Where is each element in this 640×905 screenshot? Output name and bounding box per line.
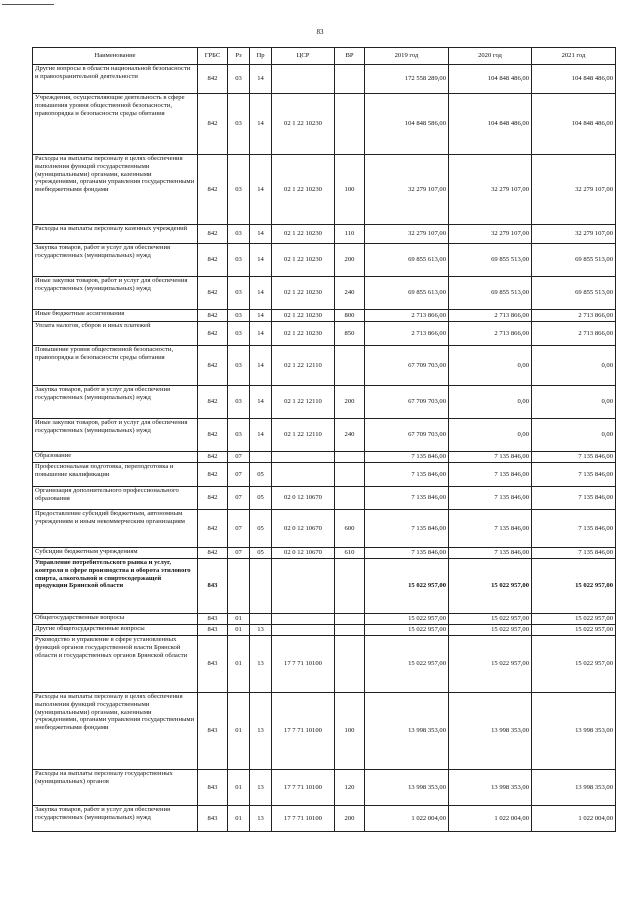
row-pr-cell: 13 bbox=[250, 693, 272, 770]
row-grbs-cell: 843 bbox=[198, 614, 228, 625]
row-csr-cell bbox=[272, 452, 335, 463]
row-pr-cell: 14 bbox=[250, 244, 272, 277]
row-csr-cell: 02 1 22 12110 bbox=[272, 419, 335, 452]
row-rz-cell bbox=[228, 559, 250, 614]
row-2021-cell: 7 135 846,00 bbox=[532, 487, 616, 510]
table-row bbox=[33, 155, 616, 225]
row-pr-cell: 14 bbox=[250, 386, 272, 419]
row-vr-cell: 850 bbox=[335, 322, 365, 346]
row-2020-cell: 2 713 866,00 bbox=[449, 310, 532, 322]
row-grbs-cell: 842 bbox=[198, 386, 228, 419]
row-2020-cell: 7 135 846,00 bbox=[449, 452, 532, 463]
row-vr-cell bbox=[335, 559, 365, 614]
row-name-cell: Расходы на выплаты персоналу в целях обеспечения выполнения функций государственными (муниципальными) органами, казенными учреждениями, органами управления государственными внебюджетными фондами bbox=[33, 155, 198, 225]
row-2019-cell: 15 022 957,00 bbox=[365, 559, 449, 614]
row-vr-cell: 200 bbox=[335, 244, 365, 277]
row-grbs-cell: 843 bbox=[198, 693, 228, 770]
row-vr-cell bbox=[335, 65, 365, 94]
row-vr-cell: 110 bbox=[335, 225, 365, 244]
row-rz-cell: 03 bbox=[228, 244, 250, 277]
row-rz-cell: 03 bbox=[228, 155, 250, 225]
table-row bbox=[33, 614, 616, 625]
row-csr-cell: 02 1 22 10230 bbox=[272, 322, 335, 346]
table-row bbox=[33, 548, 616, 559]
row-2021-cell: 1 022 004,00 bbox=[532, 806, 616, 832]
row-rz-cell: 01 bbox=[228, 806, 250, 832]
row-name-cell: Закупка товаров, работ и услуг для обеспечения государственных (муниципальных) нужд bbox=[33, 386, 198, 419]
row-2021-cell: 7 135 846,00 bbox=[532, 452, 616, 463]
col-header-pr: Пр bbox=[250, 48, 272, 65]
row-grbs-cell: 842 bbox=[198, 322, 228, 346]
row-name-cell: Уплата налогов, сборов и иных платежей bbox=[33, 322, 198, 346]
row-grbs-cell: 842 bbox=[198, 94, 228, 155]
table-row bbox=[33, 487, 616, 510]
row-2021-cell: 0,00 bbox=[532, 386, 616, 419]
row-2021-cell: 104 848 486,00 bbox=[532, 65, 616, 94]
row-csr-cell: 02 1 22 12110 bbox=[272, 346, 335, 386]
row-vr-cell: 800 bbox=[335, 310, 365, 322]
row-rz-cell: 07 bbox=[228, 487, 250, 510]
row-name-cell: Образование bbox=[33, 452, 198, 463]
row-grbs-cell: 843 bbox=[198, 770, 228, 806]
row-rz-cell: 01 bbox=[228, 636, 250, 693]
row-vr-cell bbox=[335, 614, 365, 625]
row-name-cell: Профессиональная подготовка, переподготовка и повышение квалификации bbox=[33, 463, 198, 487]
row-vr-cell: 610 bbox=[335, 548, 365, 559]
row-rz-cell: 03 bbox=[228, 277, 250, 310]
row-rz-cell: 01 bbox=[228, 614, 250, 625]
row-2020-cell: 15 022 957,00 bbox=[449, 636, 532, 693]
row-2020-cell: 0,00 bbox=[449, 346, 532, 386]
row-csr-cell: 02 0 12 10670 bbox=[272, 487, 335, 510]
row-name-cell: Управление потребительского рынка и услуг, контроля в сфере производства и оборота этилового спирта, алкогольной и спиртосодержащей продукции Брянской области bbox=[33, 559, 198, 614]
row-pr-cell: 14 bbox=[250, 94, 272, 155]
row-2021-cell: 7 135 846,00 bbox=[532, 548, 616, 559]
row-vr-cell: 100 bbox=[335, 155, 365, 225]
row-2019-cell: 67 709 703,00 bbox=[365, 346, 449, 386]
row-2020-cell: 1 022 004,00 bbox=[449, 806, 532, 832]
row-csr-cell bbox=[272, 463, 335, 487]
row-grbs-cell: 843 bbox=[198, 559, 228, 614]
row-vr-cell: 200 bbox=[335, 806, 365, 832]
row-csr-cell: 02 1 22 10230 bbox=[272, 244, 335, 277]
row-grbs-cell: 842 bbox=[198, 65, 228, 94]
row-pr-cell: 14 bbox=[250, 419, 272, 452]
row-2020-cell: 7 135 846,00 bbox=[449, 487, 532, 510]
row-pr-cell bbox=[250, 559, 272, 614]
row-csr-cell: 02 0 12 10670 bbox=[272, 548, 335, 559]
row-2020-cell: 7 135 846,00 bbox=[449, 510, 532, 548]
row-rz-cell: 01 bbox=[228, 625, 250, 636]
row-2019-cell: 15 022 957,00 bbox=[365, 636, 449, 693]
row-name-cell: Иные бюджетные ассигнования bbox=[33, 310, 198, 322]
table-row bbox=[33, 636, 616, 693]
table-row bbox=[33, 322, 616, 346]
row-2020-cell: 13 998 353,00 bbox=[449, 770, 532, 806]
table-row bbox=[33, 225, 616, 244]
row-2019-cell: 7 135 846,00 bbox=[365, 510, 449, 548]
row-2021-cell: 2 713 866,00 bbox=[532, 310, 616, 322]
table-row bbox=[33, 806, 616, 832]
row-rz-cell: 01 bbox=[228, 770, 250, 806]
col-header-2020: 2020 год bbox=[449, 48, 532, 65]
col-header-name: Наименование bbox=[33, 48, 198, 65]
table-row bbox=[33, 770, 616, 806]
row-name-cell: Расходы на выплаты персоналу казенных учреждений bbox=[33, 225, 198, 244]
row-name-cell: Субсидии бюджетным учреждениям bbox=[33, 548, 198, 559]
row-2021-cell: 15 022 957,00 bbox=[532, 625, 616, 636]
row-name-cell: Повышение уровня общественной безопасности, правопорядка и безопасности среды обитания bbox=[33, 346, 198, 386]
row-2021-cell: 15 022 957,00 bbox=[532, 559, 616, 614]
row-2019-cell: 69 855 613,00 bbox=[365, 277, 449, 310]
row-pr-cell: 14 bbox=[250, 155, 272, 225]
row-2019-cell: 69 855 613,00 bbox=[365, 244, 449, 277]
row-grbs-cell: 842 bbox=[198, 277, 228, 310]
row-grbs-cell: 842 bbox=[198, 452, 228, 463]
row-grbs-cell: 842 bbox=[198, 487, 228, 510]
row-vr-cell: 240 bbox=[335, 277, 365, 310]
row-grbs-cell: 842 bbox=[198, 510, 228, 548]
row-csr-cell bbox=[272, 614, 335, 625]
row-2019-cell: 13 998 353,00 bbox=[365, 770, 449, 806]
row-name-cell: Иные закупки товаров, работ и услуг для обеспечения государственных (муниципальных) нужд bbox=[33, 277, 198, 310]
row-name-cell: Предоставление субсидий бюджетным, автономным учреждениям и иным некоммерческим организациям bbox=[33, 510, 198, 548]
row-pr-cell: 14 bbox=[250, 65, 272, 94]
row-pr-cell: 14 bbox=[250, 310, 272, 322]
row-2019-cell: 2 713 866,00 bbox=[365, 310, 449, 322]
row-grbs-cell: 842 bbox=[198, 155, 228, 225]
table-row bbox=[33, 346, 616, 386]
row-2020-cell: 7 135 846,00 bbox=[449, 548, 532, 559]
table-row bbox=[33, 244, 616, 277]
row-2020-cell: 69 855 513,00 bbox=[449, 244, 532, 277]
row-name-cell: Расходы на выплаты персоналу в целях обеспечения выполнения функций государственными (муниципальными) органами, казенными учреждениями, органами управления государственными внебюджетными фондами bbox=[33, 693, 198, 770]
table-row bbox=[33, 419, 616, 452]
row-2021-cell: 13 998 353,00 bbox=[532, 693, 616, 770]
row-pr-cell: 13 bbox=[250, 806, 272, 832]
row-2021-cell: 69 855 513,00 bbox=[532, 244, 616, 277]
row-2019-cell: 104 848 586,00 bbox=[365, 94, 449, 155]
row-name-cell: Другие общегосударственные вопросы bbox=[33, 625, 198, 636]
budget-table bbox=[32, 47, 616, 832]
row-grbs-cell: 842 bbox=[198, 419, 228, 452]
row-pr-cell: 14 bbox=[250, 277, 272, 310]
row-pr-cell: 14 bbox=[250, 322, 272, 346]
col-header-rz: Рз bbox=[228, 48, 250, 65]
row-csr-cell bbox=[272, 559, 335, 614]
row-rz-cell: 07 bbox=[228, 548, 250, 559]
row-vr-cell bbox=[335, 636, 365, 693]
row-csr-cell bbox=[272, 625, 335, 636]
row-grbs-cell: 842 bbox=[198, 548, 228, 559]
row-vr-cell: 240 bbox=[335, 419, 365, 452]
row-2021-cell: 0,00 bbox=[532, 419, 616, 452]
row-rz-cell: 03 bbox=[228, 419, 250, 452]
row-rz-cell: 07 bbox=[228, 452, 250, 463]
row-rz-cell: 03 bbox=[228, 322, 250, 346]
row-2020-cell: 32 279 107,00 bbox=[449, 155, 532, 225]
row-2020-cell: 104 848 486,00 bbox=[449, 65, 532, 94]
table-row bbox=[33, 463, 616, 487]
col-header-2019: 2019 год bbox=[365, 48, 449, 65]
row-vr-cell bbox=[335, 94, 365, 155]
row-rz-cell: 03 bbox=[228, 65, 250, 94]
row-vr-cell: 200 bbox=[335, 386, 365, 419]
row-pr-cell: 13 bbox=[250, 625, 272, 636]
row-pr-cell: 05 bbox=[250, 463, 272, 487]
row-pr-cell: 05 bbox=[250, 548, 272, 559]
row-csr-cell: 02 1 22 10230 bbox=[272, 94, 335, 155]
row-2021-cell: 69 855 513,00 bbox=[532, 277, 616, 310]
row-2019-cell: 67 709 703,00 bbox=[365, 386, 449, 419]
row-2021-cell: 32 279 107,00 bbox=[532, 155, 616, 225]
row-csr-cell: 02 1 22 10230 bbox=[272, 225, 335, 244]
table-row bbox=[33, 693, 616, 770]
row-name-cell: Общегосударственные вопросы bbox=[33, 614, 198, 625]
row-2021-cell: 13 998 353,00 bbox=[532, 770, 616, 806]
row-vr-cell: 120 bbox=[335, 770, 365, 806]
row-2019-cell: 7 135 846,00 bbox=[365, 452, 449, 463]
col-header-grbs: ГРБС bbox=[198, 48, 228, 65]
row-2019-cell: 7 135 846,00 bbox=[365, 487, 449, 510]
row-csr-cell: 02 1 22 12110 bbox=[272, 386, 335, 419]
table-row bbox=[33, 559, 616, 614]
row-2021-cell: 15 022 957,00 bbox=[532, 614, 616, 625]
row-vr-cell bbox=[335, 346, 365, 386]
row-2019-cell: 7 135 846,00 bbox=[365, 548, 449, 559]
row-name-cell: Учреждения, осуществляющие деятельность в сфере повышения уровня общественной безопасности, правопорядка и безопасности среды обитания bbox=[33, 94, 198, 155]
row-2021-cell: 7 135 846,00 bbox=[532, 510, 616, 548]
row-2020-cell: 15 022 957,00 bbox=[449, 559, 532, 614]
row-2020-cell: 15 022 957,00 bbox=[449, 614, 532, 625]
row-2021-cell: 32 279 107,00 bbox=[532, 225, 616, 244]
row-pr-cell: 05 bbox=[250, 487, 272, 510]
row-pr-cell bbox=[250, 614, 272, 625]
row-csr-cell: 02 0 12 10670 bbox=[272, 510, 335, 548]
table-row bbox=[33, 510, 616, 548]
row-vr-cell bbox=[335, 625, 365, 636]
row-2021-cell: 7 135 846,00 bbox=[532, 463, 616, 487]
row-grbs-cell: 843 bbox=[198, 636, 228, 693]
row-pr-cell: 13 bbox=[250, 770, 272, 806]
row-rz-cell: 03 bbox=[228, 346, 250, 386]
row-2020-cell: 0,00 bbox=[449, 419, 532, 452]
row-name-cell: Расходы на выплаты персоналу государственных (муниципальных) органов bbox=[33, 770, 198, 806]
row-2019-cell: 32 279 107,00 bbox=[365, 155, 449, 225]
row-2019-cell: 13 998 353,00 bbox=[365, 693, 449, 770]
row-name-cell: Другие вопросы в области национальной безопасности и правоохранительной деятельности bbox=[33, 65, 198, 94]
row-name-cell: Организация дополнительного профессионального образования bbox=[33, 487, 198, 510]
row-2019-cell: 172 558 289,00 bbox=[365, 65, 449, 94]
row-csr-cell: 02 1 22 10230 bbox=[272, 310, 335, 322]
row-csr-cell: 17 7 71 10100 bbox=[272, 806, 335, 832]
row-grbs-cell: 842 bbox=[198, 346, 228, 386]
row-2021-cell: 2 713 866,00 bbox=[532, 322, 616, 346]
row-vr-cell bbox=[335, 487, 365, 510]
row-pr-cell bbox=[250, 452, 272, 463]
row-2021-cell: 0,00 bbox=[532, 346, 616, 386]
row-2019-cell: 2 713 866,00 bbox=[365, 322, 449, 346]
row-2019-cell: 15 022 957,00 bbox=[365, 625, 449, 636]
row-rz-cell: 07 bbox=[228, 510, 250, 548]
row-2019-cell: 1 022 004,00 bbox=[365, 806, 449, 832]
row-rz-cell: 03 bbox=[228, 386, 250, 419]
row-vr-cell: 100 bbox=[335, 693, 365, 770]
row-2019-cell: 7 135 846,00 bbox=[365, 463, 449, 487]
table-row bbox=[33, 277, 616, 310]
row-pr-cell: 13 bbox=[250, 636, 272, 693]
row-rz-cell: 01 bbox=[228, 693, 250, 770]
row-csr-cell: 17 7 71 10100 bbox=[272, 636, 335, 693]
row-pr-cell: 05 bbox=[250, 510, 272, 548]
row-2020-cell: 69 855 513,00 bbox=[449, 277, 532, 310]
row-2020-cell: 7 135 846,00 bbox=[449, 463, 532, 487]
row-2020-cell: 104 848 486,00 bbox=[449, 94, 532, 155]
row-2020-cell: 2 713 866,00 bbox=[449, 322, 532, 346]
row-2020-cell: 32 279 107,00 bbox=[449, 225, 532, 244]
row-2020-cell: 13 998 353,00 bbox=[449, 693, 532, 770]
table-header-row bbox=[33, 48, 616, 65]
row-csr-cell: 02 1 22 10230 bbox=[272, 155, 335, 225]
row-2019-cell: 15 022 957,00 bbox=[365, 614, 449, 625]
table-row bbox=[33, 65, 616, 94]
row-grbs-cell: 842 bbox=[198, 463, 228, 487]
table-row bbox=[33, 386, 616, 419]
row-vr-cell: 600 bbox=[335, 510, 365, 548]
row-grbs-cell: 842 bbox=[198, 225, 228, 244]
row-csr-cell: 17 7 71 10100 bbox=[272, 770, 335, 806]
row-rz-cell: 03 bbox=[228, 94, 250, 155]
row-vr-cell bbox=[335, 463, 365, 487]
row-name-cell: Руководство и управление в сфере установленных функций органов государственной власти Брянской области и государственных органов Брянской области bbox=[33, 636, 198, 693]
row-2021-cell: 104 848 486,00 bbox=[532, 94, 616, 155]
row-name-cell: Иные закупки товаров, работ и услуг для обеспечения государственных (муниципальных) нужд bbox=[33, 419, 198, 452]
row-csr-cell: 02 1 22 10230 bbox=[272, 277, 335, 310]
row-csr-cell bbox=[272, 65, 335, 94]
row-2019-cell: 32 279 107,00 bbox=[365, 225, 449, 244]
row-name-cell: Закупка товаров, работ и услуг для обеспечения государственных (муниципальных) нужд bbox=[33, 806, 198, 832]
col-header-vr: ВР bbox=[335, 48, 365, 65]
table-row bbox=[33, 94, 616, 155]
row-2020-cell: 0,00 bbox=[449, 386, 532, 419]
row-csr-cell: 17 7 71 10100 bbox=[272, 693, 335, 770]
row-vr-cell bbox=[335, 452, 365, 463]
row-2021-cell: 15 022 957,00 bbox=[532, 636, 616, 693]
row-pr-cell: 14 bbox=[250, 346, 272, 386]
row-rz-cell: 07 bbox=[228, 463, 250, 487]
table-row bbox=[33, 452, 616, 463]
row-grbs-cell: 842 bbox=[198, 310, 228, 322]
table-row bbox=[33, 310, 616, 322]
header-rule bbox=[2, 4, 54, 5]
row-2019-cell: 67 709 703,00 bbox=[365, 419, 449, 452]
row-rz-cell: 03 bbox=[228, 225, 250, 244]
row-name-cell: Закупка товаров, работ и услуг для обеспечения государственных (муниципальных) нужд bbox=[33, 244, 198, 277]
row-2020-cell: 15 022 957,00 bbox=[449, 625, 532, 636]
row-grbs-cell: 843 bbox=[198, 625, 228, 636]
row-grbs-cell: 842 bbox=[198, 244, 228, 277]
col-header-csr: ЦСР bbox=[272, 48, 335, 65]
page-number: 83 bbox=[316, 28, 324, 36]
row-grbs-cell: 843 bbox=[198, 806, 228, 832]
row-pr-cell: 14 bbox=[250, 225, 272, 244]
col-header-2021: 2021 год bbox=[532, 48, 616, 65]
table-row bbox=[33, 625, 616, 636]
row-rz-cell: 03 bbox=[228, 310, 250, 322]
